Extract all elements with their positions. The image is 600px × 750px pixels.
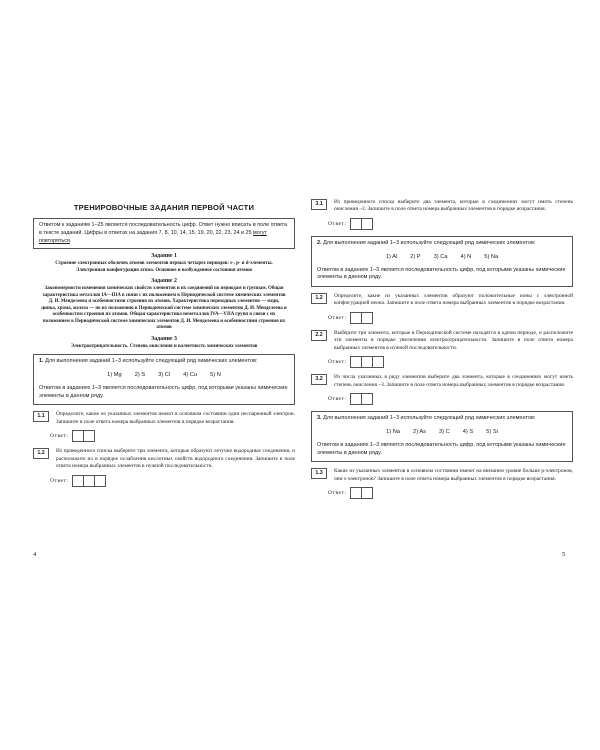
answer-cell[interactable]: [94, 475, 106, 487]
element-item: 5) Na: [484, 253, 499, 260]
section-body-1: Строение электронных оболочек атомов элементов первых четырех периодов: s-, p- и d-элементы. Электронная конфигурация атома. Основное и возбужденное состояния атомов: [55, 261, 273, 273]
answer-label: Ответ:: [328, 359, 347, 366]
subtask-3-2: [311, 374, 573, 389]
subtask-text: Определите, какие из указанных элементов имеют в основном состоянии один неспаренный электрон. Запишите в поле ответа номера выбранных элементов в порядке возрастания.: [56, 411, 295, 425]
element-item: 2) P: [410, 253, 421, 260]
answer-cell[interactable]: [361, 487, 373, 499]
answer-row: [328, 356, 573, 368]
task-number: 1.: [39, 358, 44, 365]
element-item: 1) Mg: [107, 371, 122, 378]
subtask-number: 1.3: [311, 468, 327, 479]
subtask-1-2: [33, 448, 295, 470]
element-item: 4) N: [460, 253, 472, 260]
page-number-left: 4: [33, 551, 37, 558]
intro-underlined: могут повторяться: [39, 229, 267, 244]
subtask-number: 2.2: [311, 330, 327, 341]
page-number-right: 5: [562, 551, 566, 558]
element-list: [39, 372, 289, 378]
answer-row: [328, 312, 573, 324]
answer-label: Ответ:: [328, 220, 347, 227]
element-item: 5) N: [210, 371, 221, 378]
answer-row: [328, 393, 573, 405]
answer-label: Ответ:: [328, 490, 347, 497]
answer-label: Ответ:: [50, 477, 69, 484]
element-item: 1) Al: [385, 253, 398, 260]
answer-label: Ответ:: [50, 433, 69, 440]
subtask-number: 1.2: [311, 293, 327, 304]
task-lead: Для выполнения заданий 1–3 используйте следующий ряд химических элементов:: [43, 358, 258, 365]
element-item: 1) Na: [386, 428, 401, 435]
subtask-text: Какие из указанных элементов в основном состоянии имеют на внешнем уровне больше p-электронов, чем s-электронов? Запишите в поле ответа номера выбранных элементов в порядке возрастания.: [334, 468, 573, 482]
answer-cell[interactable]: [372, 356, 384, 368]
element-item: 2) As: [413, 428, 426, 435]
task-number: 2.: [317, 239, 322, 246]
task-box-3: [311, 411, 573, 462]
subtask-text: Из числа указанных в ряду элементов выберите два элемента, которые в соединениях могут иметь степень окисления –3. Запишите в поле ответа номера выбранных элементов в порядке возрастания.: [334, 374, 573, 388]
subtask-3-1: [311, 199, 573, 214]
task-footer: Ответом в заданиях 1–3 является последовательность цифр, под которыми указаны химические элементы в данном ряду.: [39, 384, 288, 399]
element-item: 4) S: [462, 428, 474, 435]
task-lead: Для выполнения заданий 1–3 используйте следующий ряд химических элементов:: [321, 239, 536, 246]
section-body-2: Закономерности изменения химических свойств элементов и их соединений по периодам и группам. Общая характеристика металлов IA—IIIA в связи с их положением в Периодической системе химических элементов Д. И. Менделеева и особенностями строения их атомов. Характеристика переходных элементов — меди, цинка, хрома, железа — по их положению в Периодической системе химических элементов Д. И. Менделеева и особенностям строения их атомов. Общая характеристика неметаллов IVA—VIIA групп в связи с их положением в Периодической системе химических элементов Д. И. Менделеева и особенностями строения их атомов: [41, 286, 287, 331]
intro-text: Ответом к заданиям 1–25 является последовательность цифр. Ответ нужно вписать в поле ответа в тексте заданий. Цифры в ответах на задания 7, 8, 10, 14, 15, 19, 20, 22, 23, 24 и 25: [39, 222, 288, 236]
subtask-number: 1.2: [33, 448, 49, 459]
task-footer: Ответом в заданиях 1–3 является последовательность цифр, под которыми указаны химические элементы в данном ряду.: [317, 441, 566, 456]
element-item: 2) S: [134, 371, 146, 378]
subtask-text: Из приведенного списка выберите три элемента, которые образуют летучие водородные соединения, и расположите их в порядке ослабления кислотных свойств водородного соединения. Запишите в поле ответа номера выбранных элементов в нужной последовательности.: [56, 448, 295, 470]
element-list: [317, 254, 567, 260]
subtask-number: 1.1: [33, 411, 49, 422]
subtask-number: 3.1: [311, 199, 327, 210]
element-item: 4) Cu: [183, 371, 198, 378]
answer-row: [328, 218, 573, 230]
answer-cell[interactable]: [83, 430, 95, 442]
intro-text-end: .: [69, 237, 72, 244]
intro-box: [33, 218, 295, 249]
element-list: [317, 429, 567, 435]
subtask-text: Выберите три элемента, которые в Периодической системе находятся в одном периоде, и расположите эти элементы в порядке увеличения электроотрицательности. Запишите в поле ответа номера выбранных элементов в нужной последовательности.: [334, 329, 573, 351]
answer-cell[interactable]: [361, 312, 373, 324]
answer-cell[interactable]: [361, 218, 373, 230]
answer-row: [50, 430, 295, 442]
left-page: [33, 196, 295, 493]
subtask-text: Из приведенного списка выберите два элемента, которые в соединениях могут иметь степень окисления –2. Запишите в поле ответа номера выбранных элементов в порядке возрастания.: [334, 199, 573, 213]
answer-row: [328, 487, 573, 499]
subtask-number: 3.2: [311, 374, 327, 385]
subtask-2-2: [311, 330, 573, 352]
element-item: 3) Ca: [433, 253, 448, 260]
answer-row: [50, 475, 295, 487]
task-box-1: [33, 354, 295, 405]
element-item: 3) C: [439, 428, 450, 435]
answer-label: Ответ:: [328, 396, 347, 403]
section-title-1: Задание 1: [151, 253, 177, 260]
answer-label: Ответ:: [328, 314, 347, 321]
subtask-1-2-right: [311, 293, 573, 308]
subtask-1-1: [33, 411, 295, 426]
task-footer: Ответом в заданиях 1–3 является последовательность цифр, под которыми указаны химические элементы в данном ряду.: [317, 266, 566, 281]
task-lead: Для выполнения заданий 1–3 используйте следующий ряд химических элементов:: [321, 415, 536, 422]
right-page: [311, 196, 573, 505]
task-number: 3.: [317, 415, 322, 422]
element-item: 3) Cl: [158, 371, 171, 378]
subtask-1-3: [311, 468, 573, 483]
section-body-3: Электроотрицательность. Степень окисления и валентность химических элементов: [70, 343, 258, 349]
subtask-text: Определите, какие из указанных элементов образуют положительные ионы с электронной конфигурацией неона. Запишите в поле ответа номера выбранных элементов в порядке возрастания.: [334, 292, 573, 307]
page-title: ТРЕНИРОВОЧНЫЕ ЗАДАНИЯ ПЕРВОЙ ЧАСТИ: [73, 203, 255, 212]
section-title-2: Задание 2: [151, 278, 177, 285]
section-title-3: Задание 3: [151, 335, 177, 342]
answer-cell[interactable]: [361, 393, 373, 405]
element-item: 5) Si: [486, 428, 498, 435]
task-box-2: [311, 236, 573, 287]
